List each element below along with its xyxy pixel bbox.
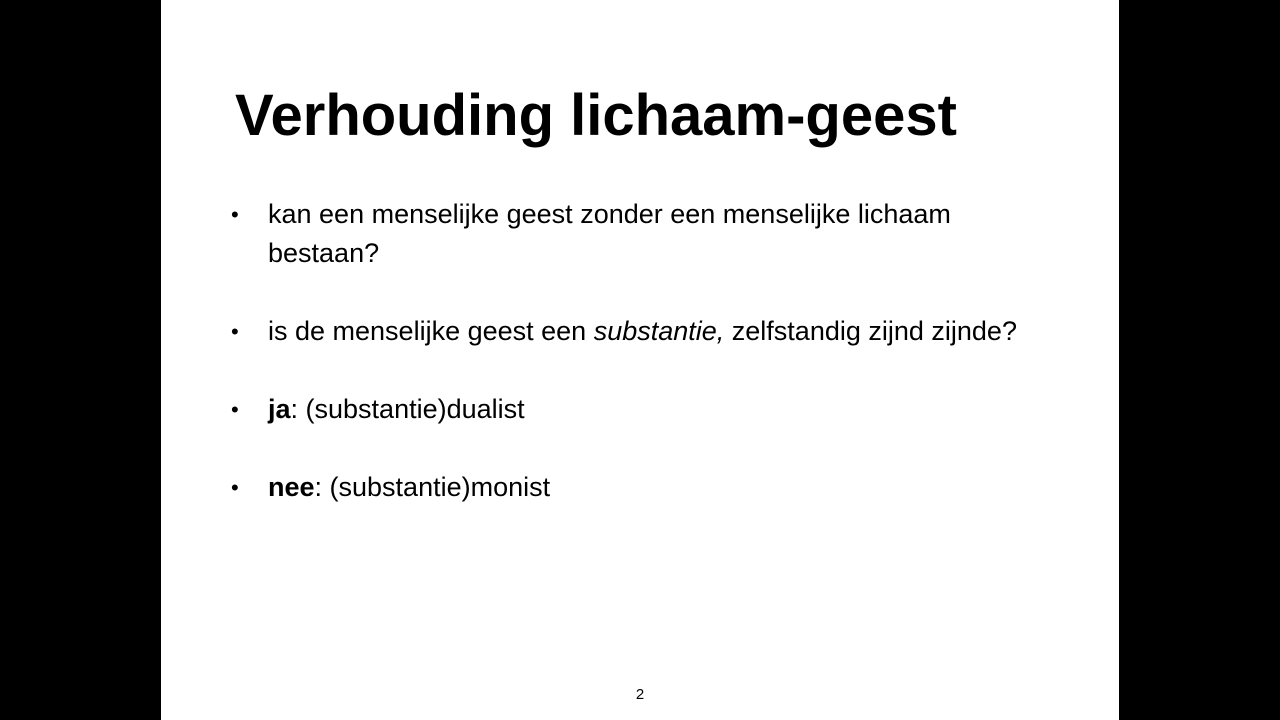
bullet-item	[231, 312, 1051, 351]
bullet-text-end: zelfstandig zijnd zijnde?	[724, 316, 1017, 346]
bullet-dot: •	[231, 202, 239, 227]
bullet-list	[231, 195, 1051, 546]
bullet-text-end: : (substantie)monist	[314, 472, 551, 502]
slide-title: Verhouding lichaam-geest	[235, 83, 957, 148]
bullet-text-end: : (substantie)dualist	[290, 394, 525, 424]
page-number: 2	[635, 686, 645, 703]
bullet-item	[231, 468, 1051, 507]
bullet-text-bold: nee	[268, 472, 315, 502]
bullet-dot: •	[231, 397, 239, 422]
bullet-item	[231, 195, 1051, 273]
slide	[161, 0, 1119, 720]
bullet-dot: •	[231, 475, 239, 500]
bullet-text-bold: ja	[268, 394, 291, 424]
bullet-dot: •	[231, 319, 239, 344]
bullet-text-start: is de menselijke geest een	[268, 316, 594, 346]
bullet-item	[231, 390, 1051, 429]
bullet-text: kan een menselijke geest zonder een menselijke lichaam bestaan?	[268, 199, 951, 268]
bullet-text-italic: substantie,	[593, 316, 725, 346]
